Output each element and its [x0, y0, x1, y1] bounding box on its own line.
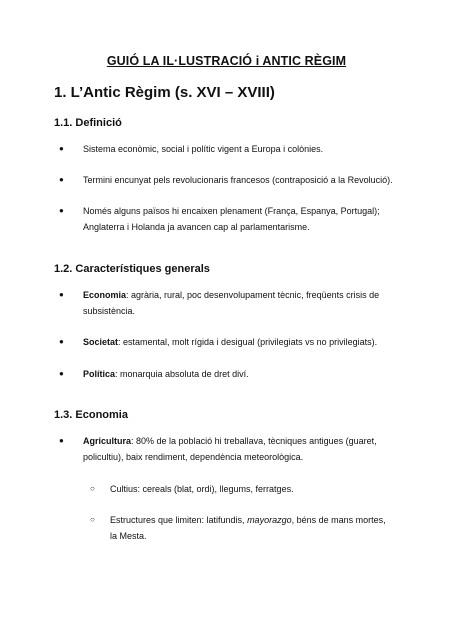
bullet-icon: ● — [59, 369, 64, 378]
subsection-heading-1-2: 1.2. Característiques generals — [54, 263, 210, 275]
list-item-text: : 80% de la població hi treballava, tècniques antigues (guaret, — [131, 436, 377, 446]
list-item-label: Societat — [83, 337, 119, 347]
list-item-text: Termini encunyat pels revolucionaris francesos (contraposició a la Revolució). — [83, 175, 393, 185]
list-item — [59, 172, 403, 188]
list-item-text: Anglaterra i Holanda ja avancen cap al parlamentarisme. — [83, 222, 310, 232]
list-item — [59, 366, 403, 382]
list-item — [59, 334, 403, 350]
list-item-italic: mayorazgo — [247, 515, 292, 525]
document-title: GUIÓ LA IL·LUSTRACIÓ i ANTIC RÈGIM — [106, 54, 347, 68]
section-heading-1: 1. L’Antic Règim (s. XVI – XVIII) — [54, 84, 275, 101]
list-subitem — [90, 481, 410, 497]
list-item-text: policultiu), baix rendiment, dependència meteorològica. — [83, 452, 304, 462]
list-item — [59, 287, 403, 319]
list-item-text: : monarquia absoluta de dret diví. — [115, 369, 249, 379]
list-item-text: subsistència. — [83, 306, 136, 316]
list-item-label: Agricultura — [83, 436, 132, 446]
bullet-icon: ● — [59, 175, 64, 184]
list-item-text: Sistema econòmic, social i polític vigent a Europa i colònies. — [83, 144, 324, 154]
bullet-icon: ● — [59, 436, 64, 445]
bullet-icon: ● — [59, 290, 64, 299]
list-item — [59, 203, 403, 235]
hollow-bullet-icon: ○ — [90, 484, 95, 493]
list-item-text: Estructures que limiten: latifundis, — [110, 515, 248, 525]
list-item-label: Economia — [83, 290, 127, 300]
bullet-icon: ● — [59, 337, 64, 346]
list-item-text: : estamental, molt rígida i desigual (privilegiats vs no privilegiats). — [118, 337, 378, 347]
hollow-bullet-icon: ○ — [90, 515, 95, 524]
bullet-icon: ● — [59, 144, 64, 153]
list-item-text: , béns de mans mortes, — [291, 515, 386, 525]
list-item-text: : agrària, rural, poc desenvolupament tècnic, freqüents crisis de — [126, 290, 380, 300]
subsection-heading-1-1: 1.1. Definició — [54, 117, 122, 129]
list-item — [59, 433, 403, 465]
bullet-icon: ● — [59, 206, 64, 215]
subsection-heading-1-3: 1.3. Economia — [54, 409, 128, 421]
list-item-text: Cultius: cereals (blat, ordi), llegums, ferratges. — [110, 484, 294, 494]
list-item — [59, 141, 403, 157]
list-subitem — [90, 512, 410, 544]
list-item-text: la Mesta. — [110, 531, 147, 541]
list-item-text: Només alguns països hi encaixen plenament (França, Espanya, Portugal); — [83, 206, 380, 216]
list-item-label: Política — [83, 369, 116, 379]
